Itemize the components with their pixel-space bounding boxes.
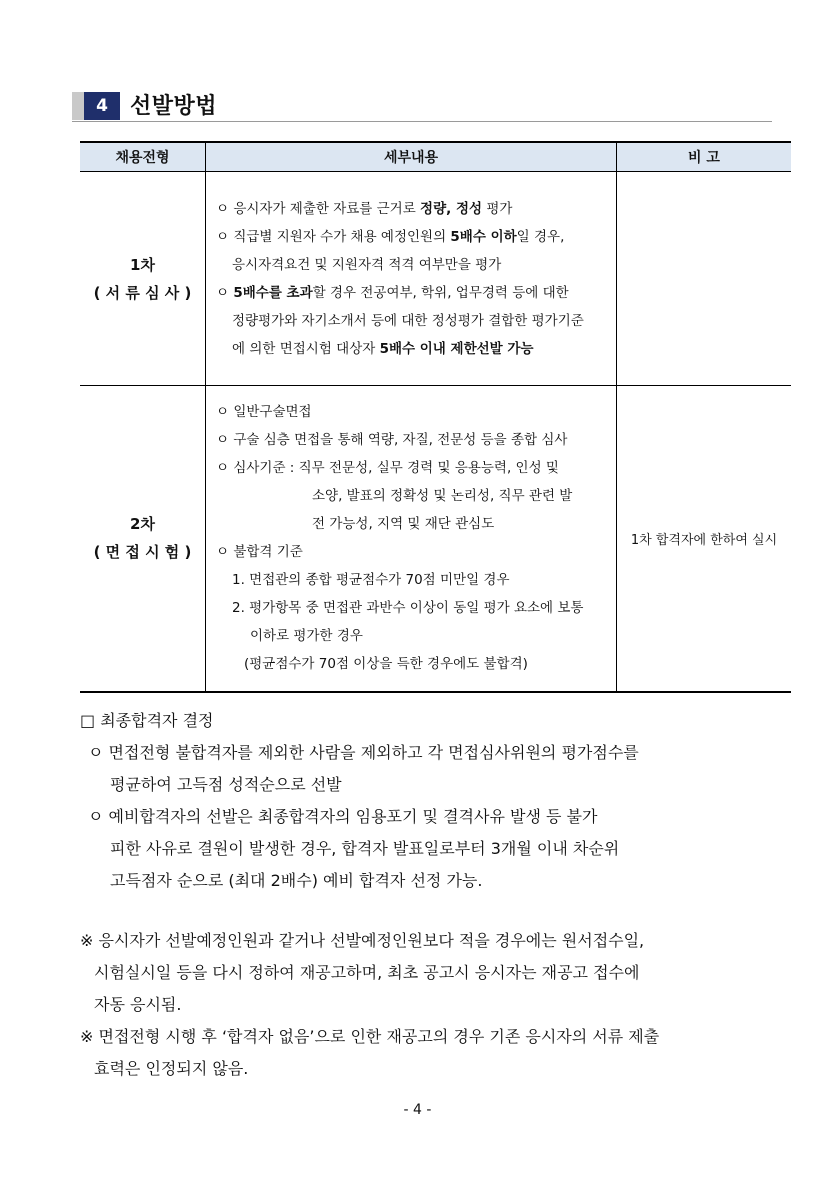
section-number: 4 (84, 92, 120, 120)
stage-cell (80, 386, 206, 692)
stage-number: 1차 (130, 255, 155, 274)
note-1-line: 시험실시일 등을 다시 정하여 재공고하며, 최초 공고시 응시자는 재공고 접수에 (94, 963, 640, 982)
detail-line: ㅇ 응시자가 제출한 자료를 근거로 정량, 정성 평가 (216, 200, 513, 217)
stage-name: ( 서 류 심 사 ) (93, 283, 192, 302)
detail-line: ㅇ 불합격 기준 (216, 544, 303, 561)
header-detail: 세부내용 (206, 142, 617, 172)
detail-line: 1. 면접관의 종합 평균점수가 70점 미만일 경우 (232, 572, 510, 589)
final-selection-section (80, 705, 780, 897)
detail-line: 소양, 발표의 정확성 및 논리성, 직무 관련 발 (312, 488, 573, 505)
detail-line: ㅇ 직급별 지원자 수가 채용 예정인원의 5배수 이하일 경우, (216, 228, 565, 245)
detail-line: ㅇ 구술 심층 면접을 통해 역량, 자질, 전문성 등을 종합 심사 (216, 432, 568, 449)
final-item-1-line: ㅇ 면접전형 불합격자를 제외한 사람을 제외하고 각 면접심사위원의 평가점수를 (88, 743, 639, 762)
stage-name: ( 면 접 시 험 ) (93, 543, 192, 562)
final-item-2-line: 피한 사유로 결원이 발생한 경우, 합격자 발표일로부터 3개월 이내 차순위 (110, 839, 620, 858)
detail-line: 응시자격요건 및 지원자격 적격 여부만을 평가 (232, 256, 502, 273)
stage-cell (80, 172, 206, 386)
final-item-2-line: 고득점자 순으로 (최대 2배수) 예비 합격자 선정 가능. (110, 871, 483, 890)
note-cell (617, 172, 792, 386)
section-accent-bar (72, 92, 84, 120)
detail-line: 이하로 평가한 경우 (250, 628, 363, 645)
detail-cell (206, 386, 617, 692)
detail-line: ㅇ 일반구술면접 (216, 404, 312, 421)
final-item-2-line: ㅇ 예비합격자의 선발은 최종합격자의 임용포기 및 결격사유 발생 등 불가 (88, 807, 598, 826)
detail-line: ㅇ 5배수를 초과할 경우 전공여부, 학위, 업무경력 등에 대한 (216, 284, 569, 301)
note-2-line: 효력은 인정되지 않음. (94, 1059, 249, 1078)
note-2-line: ※ 면접전형 시행 후 ‘합격자 없음’으로 인한 재공고의 경우 기존 응시자의 서류 제출 (80, 1027, 660, 1046)
note-cell: 1차 합격자에 한하여 실시 (617, 386, 792, 692)
detail-line: 정량평가와 자기소개서 등에 대한 정성평가 결합한 평가기준 (232, 312, 584, 329)
final-heading: □ 최종합격자 결정 (80, 711, 214, 730)
section-divider (72, 121, 772, 122)
header-stage: 채용전형 (80, 142, 206, 172)
page-number: - 4 - (403, 1102, 432, 1118)
header-note: 비 고 (617, 142, 792, 172)
detail-line: 전 가능성, 지역 및 재단 관심도 (312, 516, 495, 533)
final-item-1-line: 평균하여 고득점 성적순으로 선발 (110, 775, 342, 794)
table-row-document-screening (80, 172, 791, 386)
note-1-line: ※ 응시자가 선발예정인원과 같거나 선발예정인원보다 적을 경우에는 원서접수일, (80, 931, 645, 950)
table-row-interview (80, 386, 791, 692)
section-title: 선발방법 (130, 94, 218, 119)
notes-section (80, 925, 780, 1085)
section-header (72, 88, 772, 124)
detail-line: (평균점수가 70점 이상을 득한 경우에도 불합격) (244, 656, 528, 673)
detail-line: 2. 평가항목 중 면접관 과반수 이상이 동일 평가 요소에 보통 (232, 600, 584, 617)
detail-line: ㅇ 심사기준 : 직무 전문성, 실무 경력 및 응용능력, 인성 및 (216, 460, 559, 477)
note-1-line: 자동 응시됨. (94, 995, 182, 1014)
detail-line: 에 의한 면접시험 대상자 5배수 이내 제한선발 가능 (232, 340, 534, 357)
detail-cell (206, 172, 617, 386)
stage-number: 2차 (130, 515, 155, 534)
selection-method-table (80, 141, 791, 693)
table-header-row (80, 142, 791, 172)
